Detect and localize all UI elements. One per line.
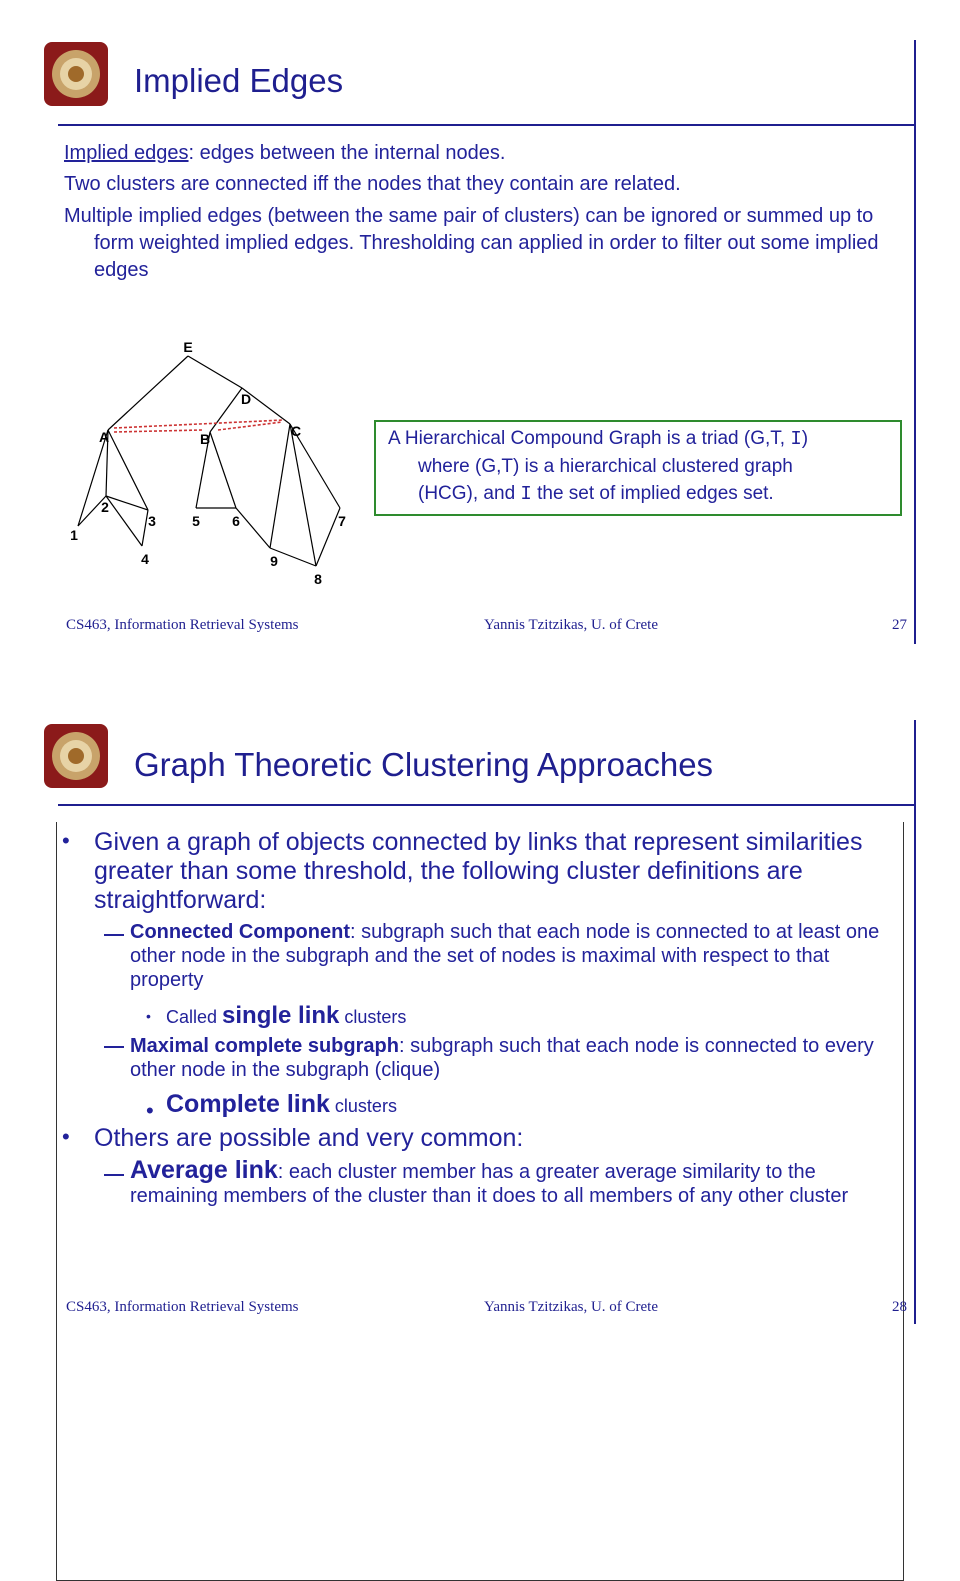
node-2: 2 <box>101 499 109 515</box>
sub-bullet-dot: • <box>146 1008 151 1024</box>
definition-line-1 <box>388 425 894 453</box>
node-6: 6 <box>232 513 240 529</box>
implied-edge-set-symbol: I <box>790 428 802 450</box>
dash-marker <box>104 934 124 936</box>
node-1: 1 <box>70 527 78 543</box>
node-7: 7 <box>338 513 346 529</box>
dash-marker <box>104 1174 124 1176</box>
node-A: A <box>98 429 110 445</box>
node-5: 5 <box>192 513 200 529</box>
horizontal-rule <box>58 804 916 806</box>
paragraph-two-clusters: Two clusters are connected iff the nodes that they contain are related. <box>64 173 681 195</box>
bullet-others: Others are possible and very common: <box>94 1124 524 1152</box>
node-9: 9 <box>270 553 278 569</box>
vertical-rule <box>914 720 916 1324</box>
slide-27 <box>0 22 960 662</box>
node-8: 8 <box>314 571 322 587</box>
definition-line-2: where (G,T) is a hierarchical clustered graph <box>418 456 793 477</box>
term-maximal-complete-subgraph: Maximal complete subgraph <box>130 1035 399 1057</box>
average-link-text: : each cluster member has a greater average similarity to the remaining members of the cluster than it does to all members of any other cluster <box>130 1161 849 1207</box>
horizontal-rule <box>58 124 916 126</box>
paragraph-implied-edges <box>64 140 894 167</box>
bullet-given-graph: Given a graph of objects connected by links that represent similarities greater than some threshold, the following cluster definitions are straightforward: <box>94 828 863 914</box>
dash-marker <box>104 1046 124 1048</box>
node-4: 4 <box>141 551 149 567</box>
maximal-complete-subgraph-text: : subgraph such that each node is connected to every other node in the subgraph (clique) <box>130 1035 874 1081</box>
connected-component-text: : subgraph such that each node is connected to at least one other node in the subgraph and the set of nodes is maximal with respect to that property <box>130 921 880 991</box>
definition-box <box>374 420 902 516</box>
term-average-link: Average link <box>130 1156 278 1184</box>
term-connected-component: Connected Component <box>130 921 350 943</box>
clusters-text: clusters <box>339 1007 407 1027</box>
bullet-dot: • <box>62 828 70 853</box>
footer-course: CS463, Information Retrieval Systems <box>66 1299 299 1315</box>
sub-bullet-dot: • <box>146 1098 154 1123</box>
implied-edges-definition: : edges between the internal nodes. <box>188 142 506 164</box>
clusters-text: clusters <box>329 1096 397 1116</box>
definition-close: ) <box>801 428 809 449</box>
university-logo <box>42 40 110 108</box>
called-text: Called <box>166 1007 223 1027</box>
item-connected-component <box>130 920 890 992</box>
vertical-rule <box>914 40 916 644</box>
node-D: D <box>240 391 252 407</box>
node-3: 3 <box>148 513 156 529</box>
item-single-link <box>166 1002 406 1030</box>
item-complete-link <box>166 1090 397 1119</box>
item-average-link <box>130 1158 900 1208</box>
definition-line-3 <box>388 480 894 508</box>
definition-text: A Hierarchical Compound Graph is a triad (G,T, <box>388 428 791 449</box>
university-logo <box>42 722 110 790</box>
slide-title: Graph Theoretic Clustering Approaches <box>134 746 714 783</box>
hierarchical-graph <box>50 322 370 602</box>
term-single-link: single link <box>222 1002 340 1029</box>
footer-author: Yannis Tzitzikas, U. of Crete <box>484 1299 659 1315</box>
slide-title: Implied Edges <box>134 62 344 99</box>
definition-text-3b: the set of implied edges set. <box>531 483 774 504</box>
node-B: B <box>199 431 211 447</box>
node-E: E <box>183 339 193 355</box>
paragraph-multiple-edges: Multiple implied edges (between the same pair of clusters) can be ignored or summed up to form weighted implied edges. Thresholding can applied in order to filter out some implied edges <box>64 205 879 281</box>
term-implied-edges: Implied edges <box>64 142 189 164</box>
term-complete-link: Complete link <box>166 1090 330 1118</box>
page-number: 27 <box>892 617 907 633</box>
page-number: 28 <box>892 1299 907 1315</box>
slide-28 <box>0 700 960 1340</box>
footer-course: CS463, Information Retrieval Systems <box>66 617 299 633</box>
definition-text-3a: (HCG), and <box>418 483 521 504</box>
bullet-dot: • <box>62 1124 70 1149</box>
footer-author: Yannis Tzitzikas, U. of Crete <box>484 617 659 633</box>
node-C: C <box>290 423 302 439</box>
item-maximal-complete-subgraph <box>130 1034 890 1082</box>
implied-edge-set-symbol-2: I <box>520 483 532 505</box>
